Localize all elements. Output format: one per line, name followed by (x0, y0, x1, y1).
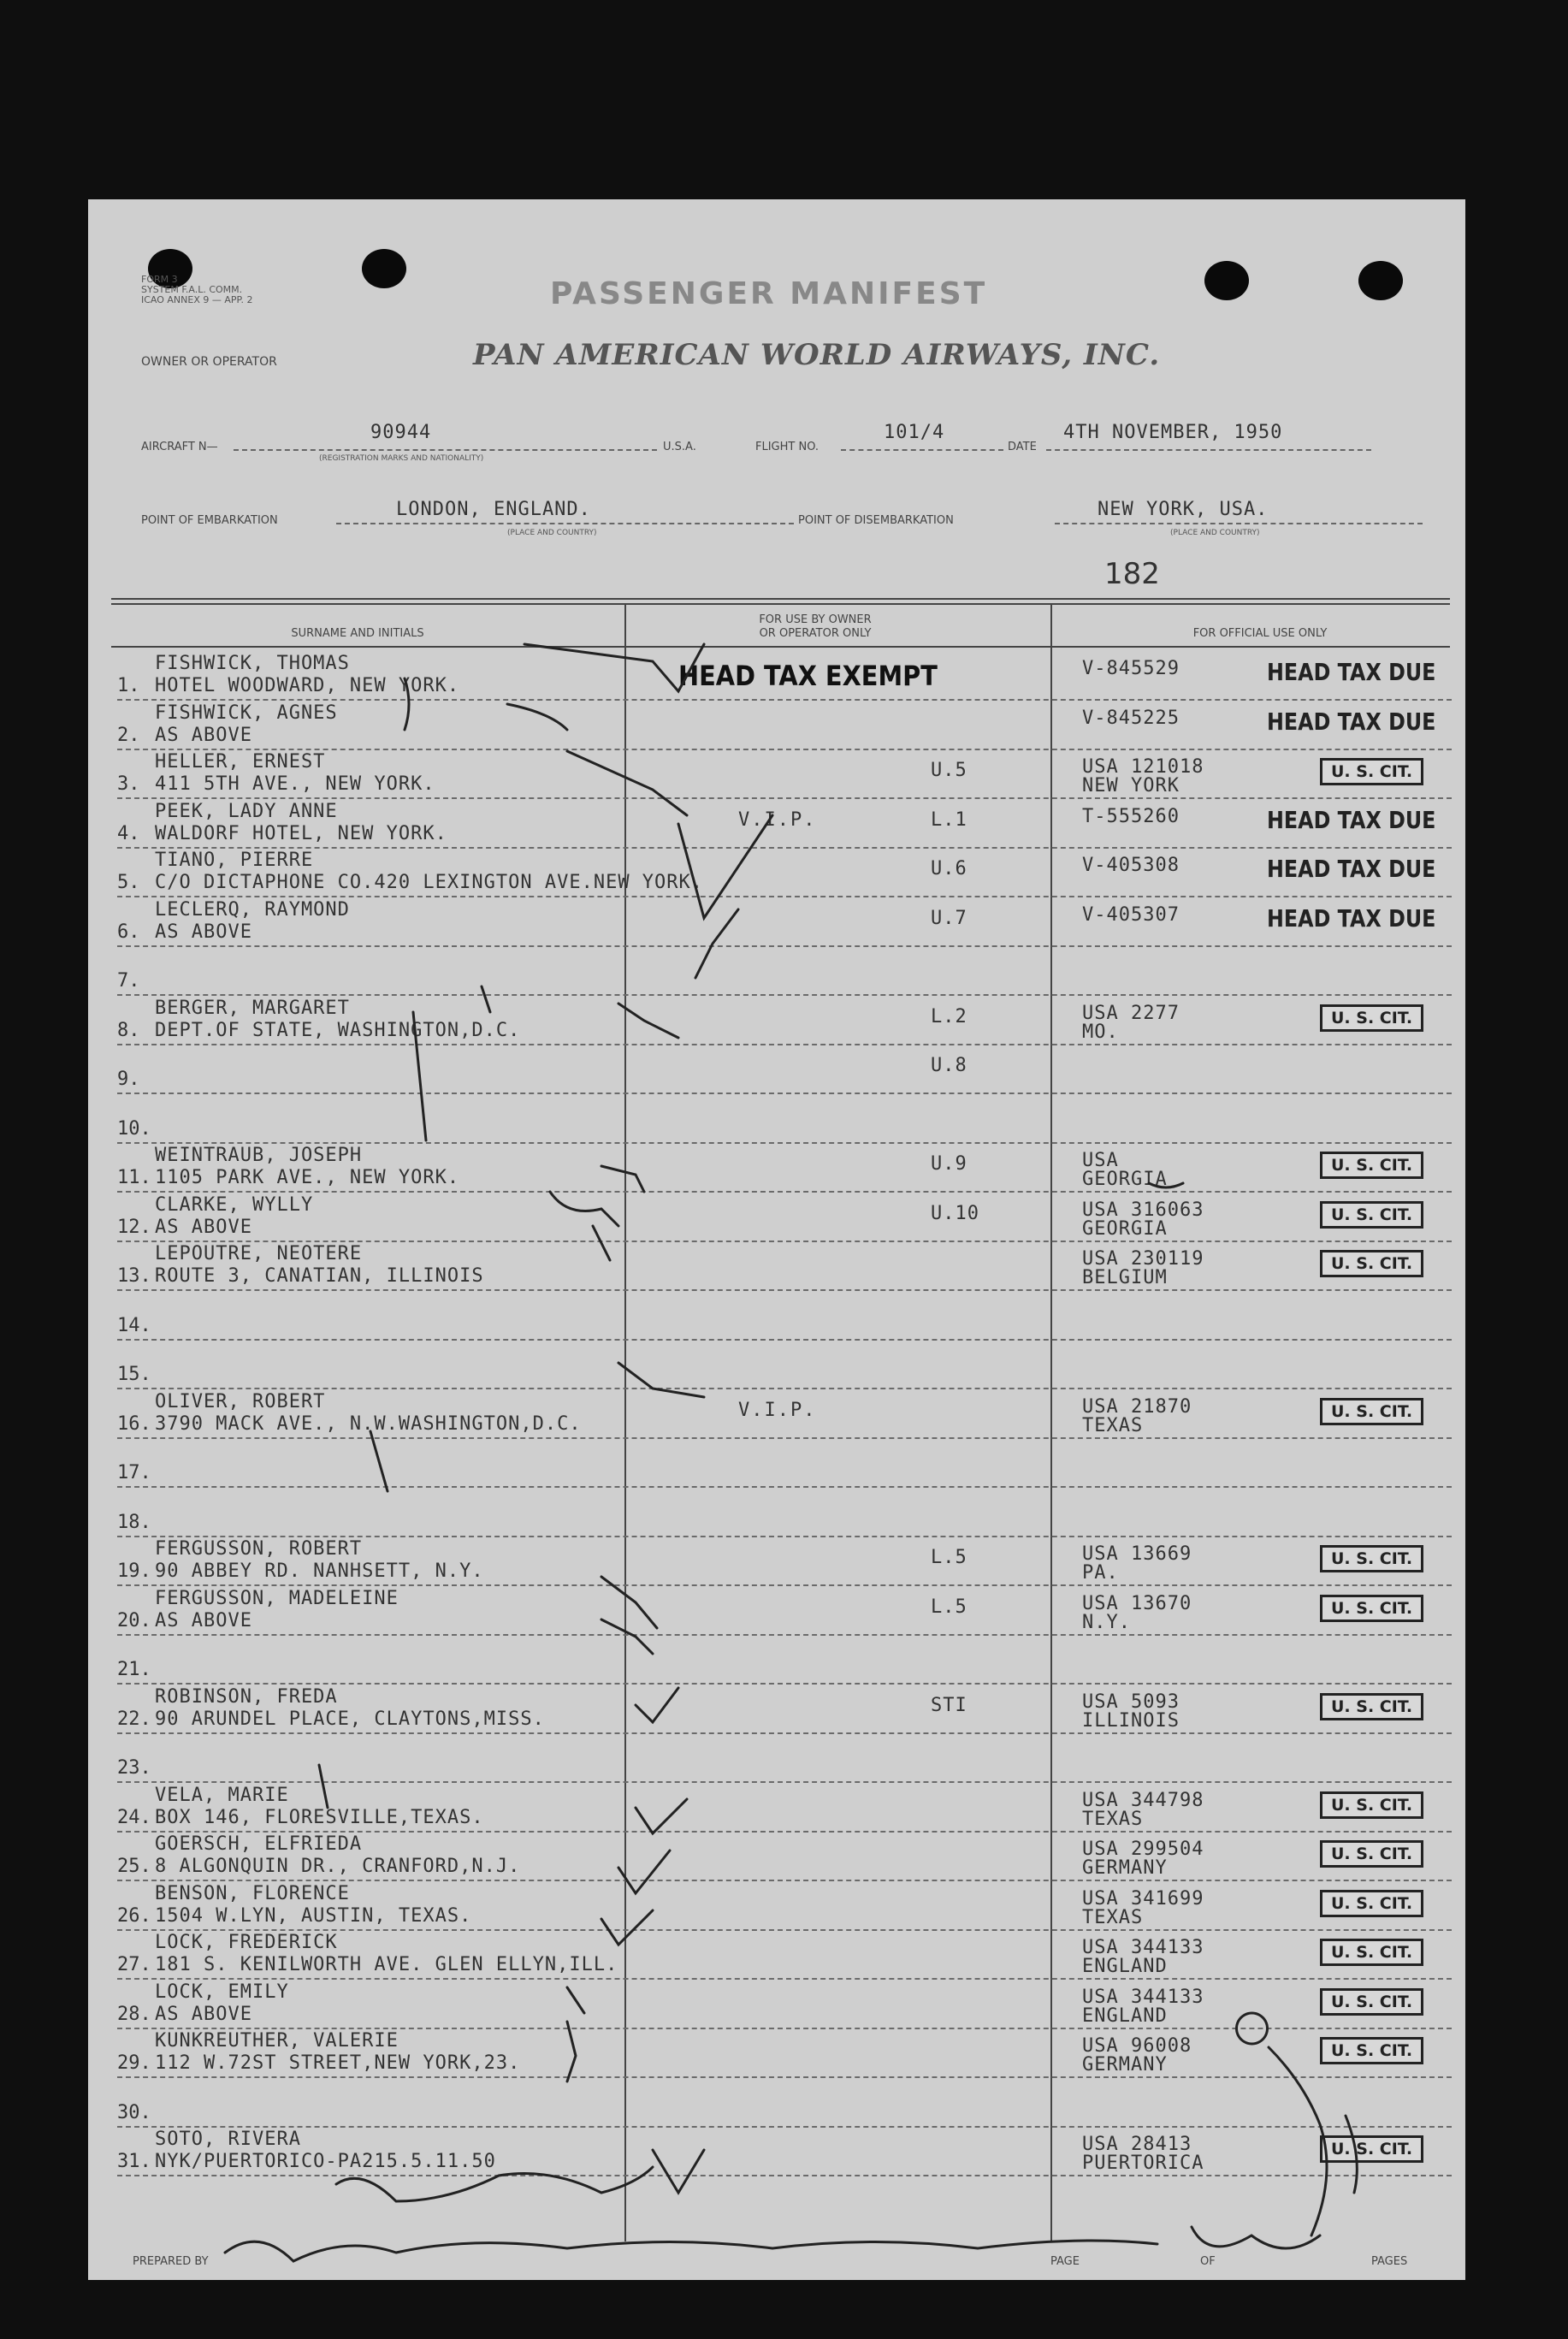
official-reference: USA 5093 (1082, 1691, 1180, 1713)
passenger-address: AS ABOVE (155, 1216, 252, 1238)
us-citizen-stamp: U. S. CIT. (1320, 1250, 1423, 1277)
official-state: GEORGIA (1082, 1217, 1168, 1240)
row-number: 5. (117, 872, 140, 893)
us-citizen-stamp: U. S. CIT. (1320, 1939, 1423, 1966)
check-mark-icon (678, 815, 772, 918)
official-reference: USA 96008 (1082, 2035, 1192, 2057)
passenger-address: 411 5TH AVE., NEW YORK. (155, 773, 435, 795)
passenger-name: KUNKREUTHER, VALERIE (155, 2030, 399, 2052)
disembarkation-label: POINT OF DISEMBARKATION (798, 514, 954, 527)
passenger-name: SOTO, RIVERA (155, 2129, 301, 2150)
row-number: 10. (117, 1117, 151, 1140)
form-code-line: FORM 3 (141, 274, 178, 285)
us-citizen-stamp: U. S. CIT. (1320, 1595, 1423, 1622)
official-reference: USA 28413 (1082, 2134, 1192, 2155)
operator-seat-code: U.5 (931, 760, 967, 781)
row-number: 20. (117, 1609, 151, 1631)
handwritten-annotations (88, 199, 1465, 2280)
passenger-name: GOERSCH, ELFRIEDA (155, 1833, 363, 1855)
form-code-line: ICAO ANNEX 9 — APP. 2 (141, 294, 253, 305)
row-number: 19. (117, 1560, 151, 1582)
embarkation-label: POINT OF EMBARKATION (141, 514, 278, 527)
col-header-official: FOR OFFICIAL USE ONLY (1192, 627, 1328, 640)
row-number: 21. (117, 1659, 151, 1680)
check-mark-icon (695, 909, 738, 978)
head-tax-due-stamp: HEAD TAX DUE (1267, 855, 1436, 883)
row-number: 16. (117, 1412, 151, 1435)
embarkation-value: LONDON, ENGLAND. (396, 499, 591, 520)
row-number: 23. (117, 1757, 151, 1779)
official-state: PUERTORICA (1082, 2152, 1204, 2174)
us-citizen-stamp: U. S. CIT. (1320, 1398, 1423, 1425)
us-citizen-stamp: U. S. CIT. (1320, 1693, 1423, 1720)
row-number: 22. (117, 1708, 151, 1730)
official-reference: USA 299504 (1082, 1839, 1204, 1860)
check-mark-icon (618, 1363, 704, 1397)
row-number: 29. (117, 2052, 151, 2074)
official-state: BELGIUM (1082, 1267, 1168, 1288)
official-state: N.Y. (1082, 1611, 1131, 1633)
us-citizen-stamp: U. S. CIT. (1320, 1890, 1423, 1917)
official-reference: V-405308 (1082, 855, 1180, 876)
us-citizen-stamp: U. S. CIT. (1320, 1201, 1423, 1229)
row-number: 13. (117, 1265, 151, 1287)
passenger-address: 8 ALGONQUIN DR., CRANFORD,N.J. (155, 1856, 521, 1877)
flight-label: FLIGHT NO. (755, 441, 820, 453)
official-state: ENGLAND (1082, 2004, 1168, 2027)
row-number: 25. (117, 1856, 151, 1877)
passenger-name: LECLERQ, RAYMOND (155, 898, 350, 921)
operator-seat-code: STI (931, 1694, 967, 1716)
us-citizen-stamp: U. S. CIT. (1320, 1840, 1423, 1868)
official-state: TEXAS (1082, 1906, 1144, 1928)
row-number: 17. (117, 1462, 151, 1483)
head-tax-exempt-stamp: HEAD TAX EXEMPT (678, 660, 938, 692)
passenger-address: 90 ABBEY RD. NANHSETT, N.Y. (155, 1560, 484, 1582)
official-state: ENGLAND (1082, 1956, 1168, 1977)
operator-seat-code: L.2 (931, 1005, 967, 1027)
check-mark-icon (567, 751, 687, 815)
official-reference: USA 13669 (1082, 1543, 1192, 1565)
row-number: 7. (117, 970, 140, 992)
passenger-name: HELLER, ERNEST (155, 751, 326, 773)
check-mark-icon (601, 1166, 644, 1192)
official-reference: V-405307 (1082, 903, 1180, 926)
operator-seat-code: L.5 (931, 1547, 967, 1568)
row-number: 6. (117, 921, 140, 943)
page-number: 182 (1104, 557, 1160, 591)
us-citizen-stamp: U. S. CIT. (1320, 1545, 1423, 1572)
official-reference: T-555260 (1082, 805, 1180, 827)
passenger-name: FERGUSSON, MADELEINE (155, 1587, 399, 1609)
official-state: TEXAS (1082, 1808, 1144, 1830)
official-state: GERMANY (1082, 1857, 1168, 1879)
check-mark-icon (601, 1910, 653, 1945)
row-number: 3. (117, 773, 140, 795)
official-reference: USA 344133 (1082, 1937, 1204, 1958)
row-number: 18. (117, 1511, 151, 1533)
passenger-name: PEEK, LADY ANNE (155, 800, 338, 822)
check-mark-icon (636, 1688, 678, 1722)
operator-seat-code: L.5 (931, 1596, 967, 1618)
pen-tick-icon (405, 678, 409, 730)
check-mark-icon (601, 1577, 657, 1628)
aircraft-label: AIRCRAFT N— (141, 441, 218, 453)
official-state: ILLINOIS (1082, 1709, 1180, 1732)
passenger-name: ROBINSON, FREDA (155, 1685, 338, 1708)
row-number: 4. (117, 822, 140, 844)
vip-marker: V.I.P. (738, 1399, 817, 1421)
owner-label: OWNER OR OPERATOR (141, 355, 277, 369)
pen-tick-icon (1149, 1183, 1183, 1187)
official-reference: USA 21870 (1082, 1395, 1192, 1418)
col-header-owner-1: FOR USE BY OWNER (759, 613, 872, 626)
passenger-name: BENSON, FLORENCE (155, 1882, 350, 1904)
passenger-address: NYK/PUERTORICO-PA215.5.11.50 (155, 2151, 496, 2172)
disembarkation-sublabel: (PLACE AND COUNTRY) (1170, 529, 1260, 537)
handwritten-note-icon (225, 2241, 1157, 2261)
check-mark-icon (653, 2150, 704, 2193)
margin-scribble-icon (1269, 2047, 1327, 2235)
operator-seat-code: U.7 (931, 907, 967, 929)
official-state: NEW YORK (1082, 775, 1180, 796)
row-number: 28. (117, 2003, 151, 2025)
check-mark-icon (601, 1620, 653, 1654)
official-state: TEXAS (1082, 1414, 1144, 1436)
official-state: PA. (1082, 1562, 1119, 1584)
of-label: OF (1200, 2255, 1216, 2268)
passenger-address: DEPT.OF STATE, WASHINGTON,D.C. (155, 1019, 521, 1041)
head-tax-due-stamp: HEAD TAX DUE (1267, 805, 1436, 834)
pen-tick-icon (370, 1431, 388, 1491)
official-reference: USA 2277 (1082, 1002, 1180, 1024)
passenger-address: AS ABOVE (155, 1609, 252, 1631)
us-citizen-stamp: U. S. CIT. (1320, 1791, 1423, 1819)
passenger-name: LEPOUTRE, NEOTERE (155, 1243, 363, 1264)
official-reference: USA 344798 (1082, 1789, 1204, 1811)
check-mark-icon (618, 1850, 670, 1893)
operator-seat-code: L.1 (931, 808, 967, 831)
check-mark-icon (593, 1226, 610, 1260)
row-number: 12. (117, 1216, 151, 1238)
official-reference: USA 341699 (1082, 1887, 1204, 1910)
operator-seat-code: U.6 (931, 858, 967, 879)
row-number: 26. (117, 1904, 151, 1927)
check-mark-icon (618, 1004, 678, 1038)
country-label: U.S.A. (663, 441, 696, 453)
row-number: 30. (117, 2101, 151, 2123)
pen-tick-icon (567, 2022, 576, 2081)
col-header-surname: SURNAME AND INITIALS (291, 627, 424, 640)
handwritten-note-icon (336, 2167, 653, 2201)
us-citizen-stamp: U. S. CIT. (1320, 2037, 1423, 2064)
handwritten-signature-icon (1192, 2227, 1320, 2248)
pen-tick-icon (413, 1012, 426, 1140)
passenger-name: LOCK, FREDERICK (155, 1932, 338, 1953)
check-mark-icon (567, 1987, 584, 2013)
passenger-address: 112 W.72ST STREET,NEW YORK,23. (155, 2052, 521, 2074)
check-mark-icon (507, 704, 567, 730)
operator-name: PAN AMERICAN WORLD AIRWAYS, INC. (473, 338, 1161, 372)
passenger-address: AS ABOVE (155, 724, 252, 746)
margin-scribble-icon (1346, 2116, 1357, 2193)
prepared-by-label: PREPARED BY (133, 2255, 209, 2268)
official-reference: V-845529 (1082, 658, 1180, 679)
pen-tick-icon (319, 1765, 328, 1808)
us-citizen-stamp: U. S. CIT. (1320, 2135, 1423, 2163)
official-reference: USA 230119 (1082, 1248, 1204, 1270)
check-mark-icon (550, 1192, 618, 1226)
passenger-address: 90 ARUNDEL PLACE, CLAYTONS,MISS. (155, 1708, 545, 1730)
official-reference: USA 13670 (1082, 1592, 1192, 1614)
passenger-name: VELA, MARIE (155, 1784, 289, 1806)
row-number: 27. (117, 1954, 151, 1975)
head-tax-due-stamp: HEAD TAX DUE (1267, 658, 1436, 686)
row-number: 1. (117, 675, 140, 696)
passenger-address: C/O DICTAPHONE CO.420 LEXINGTON AVE.NEW YORK. (155, 872, 704, 893)
official-reference: USA 344133 (1082, 1986, 1204, 2008)
passenger-address: 181 S. KENILWORTH AVE. GLEN ELLYN,ILL. (155, 1954, 618, 1975)
row-number: 8. (117, 1019, 140, 1041)
col-header-owner-2: OR OPERATOR ONLY (759, 627, 872, 640)
official-reference: V-845225 (1082, 707, 1180, 729)
us-citizen-stamp: U. S. CIT. (1320, 1988, 1423, 2016)
head-tax-due-stamp: HEAD TAX DUE (1267, 903, 1436, 933)
pen-tick-icon (482, 986, 490, 1012)
disembarkation-value: NEW YORK, USA. (1098, 499, 1269, 520)
row-number: 11. (117, 1167, 151, 1188)
passenger-name: WEINTRAUB, JOSEPH (155, 1145, 363, 1166)
us-citizen-stamp: U. S. CIT. (1320, 1152, 1423, 1179)
passenger-name: FERGUSSON, ROBERT (155, 1538, 363, 1560)
head-tax-due-stamp: HEAD TAX DUE (1267, 707, 1436, 736)
passenger-name: OLIVER, ROBERT (155, 1390, 326, 1412)
page-label: PAGE (1050, 2255, 1080, 2268)
row-number: 31. (117, 2151, 151, 2172)
passenger-address: AS ABOVE (155, 921, 252, 943)
check-mark-icon (524, 644, 704, 691)
passenger-name: CLARKE, WYLLY (155, 1193, 314, 1216)
passenger-name: LOCK, EMILY (155, 1981, 289, 2003)
passenger-name: FISHWICK, THOMAS (155, 653, 350, 674)
us-citizen-stamp: U. S. CIT. (1320, 1004, 1423, 1032)
circled-mark-icon (1237, 2013, 1268, 2044)
operator-seat-code: U.8 (931, 1055, 967, 1076)
passenger-address: 3790 MACK AVE., N.W.WASHINGTON,D.C. (155, 1412, 582, 1435)
passenger-address: 1504 W.LYN, AUSTIN, TEXAS. (155, 1904, 472, 1927)
passenger-name: FISHWICK, AGNES (155, 702, 338, 724)
pages-label: PAGES (1371, 2255, 1408, 2268)
row-number: 9. (117, 1069, 140, 1090)
passenger-name: TIANO, PIERRE (155, 850, 314, 871)
form-title: PASSENGER MANIFEST (550, 276, 988, 311)
date-value: 4TH NOVEMBER, 1950 (1063, 422, 1283, 443)
passenger-address: WALDORF HOTEL, NEW YORK. (155, 822, 447, 844)
passenger-address: BOX 146, FLORESVILLE,TEXAS. (155, 1806, 484, 1828)
official-state: GERMANY (1082, 2054, 1168, 2075)
row-number: 15. (117, 1364, 151, 1385)
us-citizen-stamp: U. S. CIT. (1320, 758, 1423, 785)
check-mark-icon (636, 1799, 687, 1833)
manifest-sheet (88, 199, 1465, 2280)
operator-seat-code: U.10 (931, 1202, 979, 1224)
row-number: 24. (117, 1806, 151, 1828)
official-reference: USA 316063 (1082, 1199, 1204, 1221)
official-state: GEORGIA (1082, 1169, 1168, 1190)
passenger-address: HOTEL WOODWARD, NEW YORK. (155, 675, 460, 696)
operator-seat-code: U.9 (931, 1153, 967, 1175)
vip-marker: V.I.P. (738, 808, 817, 831)
official-state: MO. (1082, 1021, 1119, 1043)
passenger-address: ROUTE 3, CANATIAN, ILLINOIS (155, 1265, 484, 1287)
official-reference: USA (1082, 1150, 1119, 1171)
passenger-name: BERGER, MARGARET (155, 997, 350, 1019)
passenger-address: AS ABOVE (155, 2003, 252, 2025)
passenger-address: 1105 PARK AVE., NEW YORK. (155, 1167, 460, 1188)
embarkation-sublabel: (PLACE AND COUNTRY) (507, 529, 597, 537)
aircraft-value: 90944 (370, 422, 432, 443)
flight-value: 101/4 (884, 422, 945, 443)
row-number: 2. (117, 724, 140, 746)
official-reference: USA 121018 (1082, 756, 1204, 778)
aircraft-sublabel: (REGISTRATION MARKS AND NATIONALITY) (319, 454, 484, 463)
row-number: 14. (117, 1314, 151, 1336)
form-code-line: SYSTEM F.A.L. COMM. (141, 284, 243, 295)
date-label: DATE (1008, 441, 1037, 453)
